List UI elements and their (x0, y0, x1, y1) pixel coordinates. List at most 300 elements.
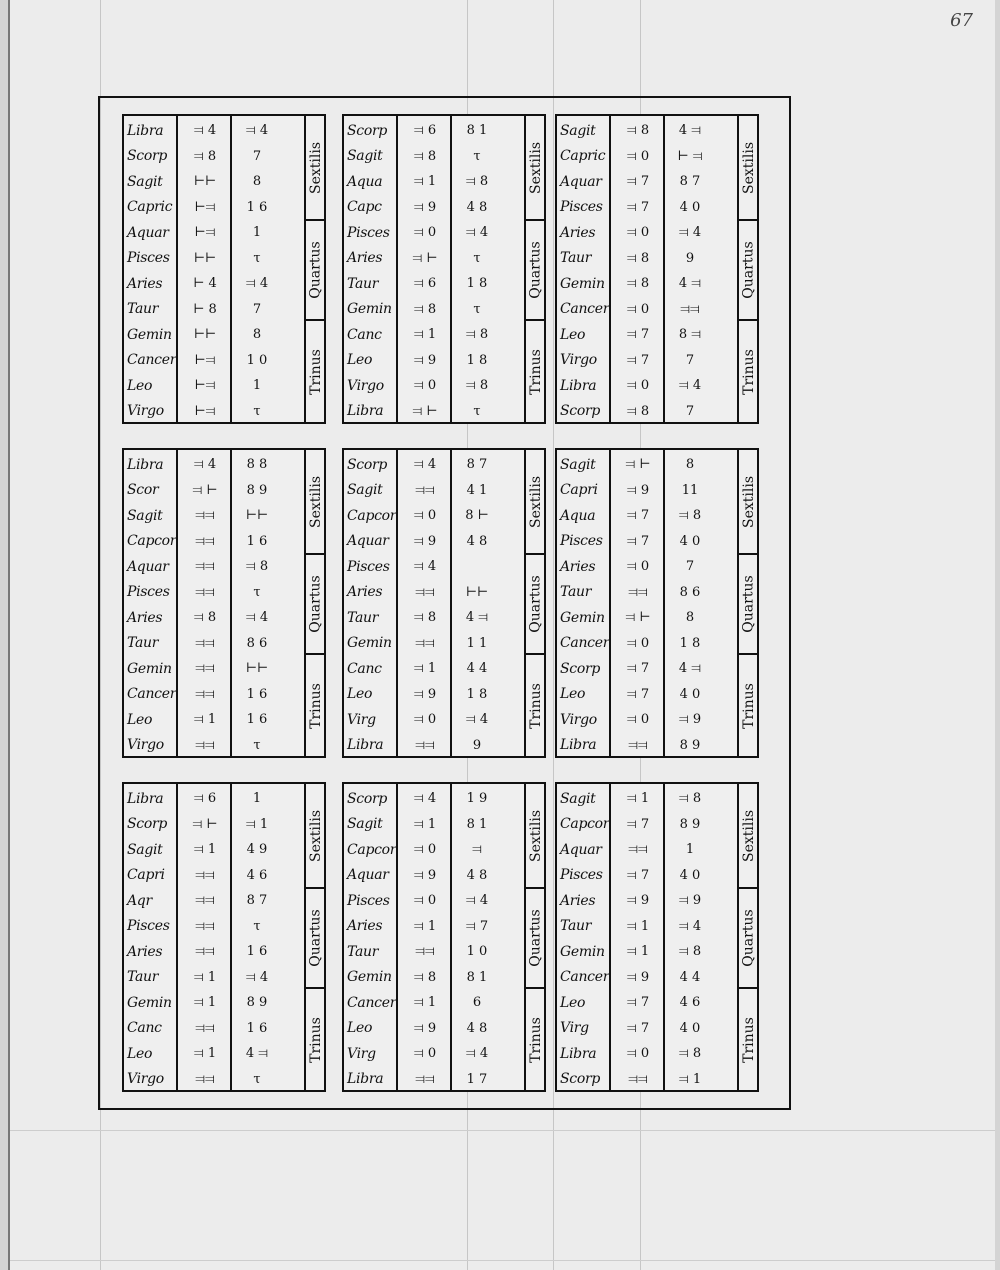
table-row (344, 656, 524, 682)
table-row (557, 529, 737, 555)
table-row (557, 656, 737, 682)
degree-value: ⫤ 1 (626, 918, 650, 934)
degree-value: ⫤ 7 (626, 199, 650, 215)
degree-value: ⫤ 1 (193, 969, 217, 985)
sign-name: Gemin (127, 660, 172, 677)
aspect-label-trinus (526, 989, 546, 1090)
table-rows (557, 116, 737, 422)
sign-name: Pisces (127, 918, 170, 935)
aspect-label-text: Sextilis (308, 809, 325, 862)
sign-name: Capcor (347, 841, 397, 858)
degree-value: ⊢⫤ (194, 199, 216, 215)
table-row (124, 1041, 304, 1067)
sign-name: Sagit (127, 507, 163, 524)
minute-value: 4 0 (679, 199, 701, 215)
aspect-label-text: Trinus (308, 682, 325, 729)
degree-value: ⫤⫤ (195, 686, 215, 702)
degree-value: ⫤ 9 (413, 1020, 437, 1036)
aspect-labels (737, 784, 759, 1090)
aspect-labels (524, 784, 546, 1090)
sign-name: Capric (560, 148, 606, 165)
minute-value: 4 6 (246, 867, 268, 883)
degree-value: ⫤ 4 (413, 559, 437, 575)
sign-name: Virgo (127, 737, 164, 754)
sign-name: Gemin (560, 943, 605, 960)
minute-value: 8 1 (466, 816, 488, 832)
minute-value: ⫤ 1 (245, 816, 269, 832)
aspect-labels (524, 116, 546, 422)
sign-name: Aquar (127, 558, 169, 575)
degree-value: ⫤ 1 (193, 995, 217, 1011)
minute-value: 8 (685, 457, 695, 473)
minute-value: ⫤ 8 (678, 791, 702, 807)
aspect-label-text: Quartus (528, 241, 544, 299)
table-row (557, 631, 737, 657)
degree-value: ⫤⫤ (415, 584, 435, 600)
sign-name: Libra (560, 377, 597, 394)
sign-name: Cancer (560, 635, 610, 652)
table-row (124, 503, 304, 529)
degree-value: ⫤ 0 (626, 378, 650, 394)
table-row (344, 373, 524, 399)
degree-value: ⫤ 0 (626, 225, 650, 241)
sign-name: Pisces (347, 558, 390, 575)
minute-value: ⫤ 7 (465, 918, 489, 934)
sign-name: Leo (127, 377, 153, 394)
minute-value: 8 (252, 327, 262, 343)
degree-value: ⫤ 0 (413, 712, 437, 728)
sign-name: Pisces (347, 892, 390, 909)
degree-value: ⫤ 8 (626, 276, 650, 292)
minute-value: 4 4 (466, 661, 488, 677)
degree-value: ⫤ 9 (413, 686, 437, 702)
table-row (124, 888, 304, 914)
minute-value: 4 ⫤ (678, 123, 702, 139)
degree-value: ⫤ 1 (626, 944, 650, 960)
minute-value: 8 1 (466, 969, 488, 985)
aspect-table (342, 114, 546, 424)
minute-value: ⊢⊢ (245, 661, 269, 677)
aspect-label-quartus (739, 889, 759, 989)
minute-value: 4 8 (466, 199, 488, 215)
degree-value: ⫤⫤ (195, 559, 215, 575)
degree-value: ⫤⫤ (628, 584, 648, 600)
table-row (124, 1016, 304, 1042)
table-row (124, 965, 304, 991)
minute-value: 8 8 (246, 457, 268, 473)
minute-value: 4 0 (679, 533, 701, 549)
aspect-label-sextilis (739, 450, 759, 555)
aspect-label-text: Sextilis (528, 475, 545, 528)
degree-value: ⫤ 8 (413, 969, 437, 985)
sign-name: Taur (560, 918, 592, 935)
minute-value: 4 0 (679, 1020, 701, 1036)
aspect-label-quartus (526, 889, 546, 989)
sign-name: Pisces (560, 199, 603, 216)
degree-value: ⫤ ⊢ (412, 403, 438, 419)
sign-name: Leo (127, 711, 153, 728)
minute-value: ⫤ 4 (465, 712, 489, 728)
degree-value: ⫤ 7 (626, 995, 650, 1011)
degree-value: ⫤ 1 (193, 1046, 217, 1062)
sign-name: Aquar (127, 224, 169, 241)
sign-name: Cancer (560, 969, 610, 986)
table-row (124, 220, 304, 246)
minute-value: τ (253, 737, 261, 753)
table-row (557, 322, 737, 348)
table-row (557, 786, 737, 812)
minute-value: 4 1 (466, 482, 488, 498)
degree-value: ⫤ 8 (193, 148, 217, 164)
minute-value: ⫤ 4 (245, 969, 269, 985)
sign-name: Leo (347, 1020, 373, 1037)
degree-value: ⫤⫤ (195, 867, 215, 883)
table-row (344, 452, 524, 478)
minute-value: 9 (685, 250, 695, 266)
sign-name: Aquar (560, 173, 602, 190)
table-row (557, 118, 737, 144)
minute-value: 1 0 (246, 352, 268, 368)
degree-value: ⫤ 7 (626, 1020, 650, 1036)
table-row (344, 1067, 524, 1093)
table-row (557, 733, 737, 759)
minute-value: 8 9 (246, 995, 268, 1011)
minute-value: ⫤ 9 (678, 712, 702, 728)
table-row (557, 939, 737, 965)
aspect-label-text: Trinus (741, 348, 758, 395)
sign-name: Cancer (127, 352, 177, 369)
minute-value: ⊢⊢ (465, 584, 489, 600)
sign-name: Aquar (347, 867, 389, 884)
degree-value: ⫤ 9 (626, 482, 650, 498)
sign-name: Aries (347, 918, 383, 935)
degree-value: ⫤ ⊢ (625, 457, 651, 473)
table-row (557, 503, 737, 529)
minute-value: 9 (472, 737, 482, 753)
minute-value: 8 7 (466, 457, 488, 473)
minute-value: ⫤ 8 (465, 174, 489, 190)
degree-value: ⊢⊢ (193, 174, 217, 190)
minute-value: 1 6 (246, 533, 268, 549)
table-row (124, 529, 304, 555)
minute-value: 4 ⫤ (245, 1046, 269, 1062)
table-row (557, 1016, 737, 1042)
minute-value: 7 (685, 559, 695, 575)
degree-value: ⫤ 1 (413, 327, 437, 343)
degree-value: ⫤ 8 (413, 301, 437, 317)
sign-name: Taur (127, 301, 159, 318)
aspect-label-trinus (306, 655, 326, 756)
table-row (344, 169, 524, 195)
aspect-label-quartus (306, 889, 326, 989)
aspect-label-text: Sextilis (741, 809, 758, 862)
minute-value: 11 (681, 482, 699, 498)
minute-value: ⫤ 4 (678, 225, 702, 241)
table-row (344, 580, 524, 606)
aspect-label-text: Quartus (528, 575, 544, 633)
degree-value: ⫤ 8 (626, 123, 650, 139)
degree-value: ⊢⫤ (194, 352, 216, 368)
minute-value: ⫤ 4 (465, 1046, 489, 1062)
degree-value: ⫤ 7 (626, 686, 650, 702)
table-row (124, 733, 304, 759)
sign-name: Aries (347, 250, 383, 267)
sign-name: Libra (560, 737, 597, 754)
minute-value: τ (253, 1071, 261, 1087)
minute-value: 1 (252, 791, 262, 807)
aspect-table (555, 782, 759, 1092)
degree-value: ⫤ 0 (626, 635, 650, 651)
degree-value: ⫤⫤ (195, 1071, 215, 1087)
aspect-label-trinus (306, 989, 326, 1090)
aspect-label-text: Quartus (308, 909, 324, 967)
minute-value: ⫤ 4 (245, 610, 269, 626)
table-row (344, 939, 524, 965)
aspect-label-text: Trinus (741, 682, 758, 729)
minute-value: ⫤⫤ (680, 301, 700, 317)
aspect-label-sextilis (526, 116, 546, 221)
minute-value: τ (473, 301, 481, 317)
degree-value: ⊢⊢ (193, 250, 217, 266)
minute-value: ⫤ 8 (678, 508, 702, 524)
table-row (557, 220, 737, 246)
minute-value: ⊢ ⫤ (677, 148, 703, 164)
minute-value: 4 4 (679, 969, 701, 985)
minute-value: τ (473, 250, 481, 266)
table-row (557, 682, 737, 708)
minute-value: ⫤ 8 (245, 559, 269, 575)
sign-name: Virgo (560, 352, 597, 369)
aspect-labels (524, 450, 546, 756)
sign-name: Scorp (347, 456, 388, 473)
sign-name: Sagit (560, 122, 596, 139)
aspect-label-text: Sextilis (528, 141, 545, 194)
sign-name: Aquar (347, 533, 389, 550)
degree-value: ⫤ 0 (626, 712, 650, 728)
sign-name: Capcor (127, 533, 177, 550)
aspect-labels (304, 116, 326, 422)
sign-name: Taur (347, 275, 379, 292)
sign-name: Virg (347, 711, 376, 728)
degree-value: ⫤⫤ (195, 918, 215, 934)
table-row (557, 990, 737, 1016)
minute-value: 4 9 (246, 842, 268, 858)
minute-value: 6 (472, 995, 482, 1011)
sign-name: Leo (560, 326, 586, 343)
minute-value: 4 ⫤ (465, 610, 489, 626)
aspect-label-text: Sextilis (308, 475, 325, 528)
aspect-label-quartus (739, 555, 759, 655)
table-row (344, 271, 524, 297)
table-row (124, 452, 304, 478)
degree-value: ⫤⫤ (195, 533, 215, 549)
degree-value: ⫤⫤ (195, 508, 215, 524)
sign-name: Aries (560, 224, 596, 241)
table-row (557, 373, 737, 399)
degree-value: ⫤ 1 (413, 661, 437, 677)
degree-value: ⊢⫤ (194, 225, 216, 241)
degree-value: ⫤ 0 (626, 148, 650, 164)
sign-name: Virgo (560, 711, 597, 728)
sign-name: Cancer (127, 686, 177, 703)
minute-value: 7 (685, 403, 695, 419)
table-row (344, 990, 524, 1016)
minute-value: 1 (252, 378, 262, 394)
degree-value: ⊢ 8 (193, 301, 217, 317)
table-row (557, 605, 737, 631)
sign-name: Gemin (347, 301, 392, 318)
sign-name: Virgo (347, 377, 384, 394)
minute-value: 4 6 (679, 995, 701, 1011)
sign-name: Virg (560, 1020, 589, 1037)
table-row (557, 1041, 737, 1067)
table-row (124, 863, 304, 889)
sign-name: Libra (347, 1071, 384, 1088)
sign-name: Sagit (127, 841, 163, 858)
sign-name: Aries (347, 584, 383, 601)
degree-value: ⫤ 8 (413, 148, 437, 164)
sign-name: Aqua (347, 173, 383, 190)
sign-name: Libra (560, 1045, 597, 1062)
table-rows (344, 784, 524, 1090)
table-row (124, 990, 304, 1016)
degree-value: ⫤ 0 (413, 225, 437, 241)
degree-value: ⫤ 7 (626, 816, 650, 832)
table-row (557, 297, 737, 323)
aspect-label-sextilis (306, 116, 326, 221)
sign-name: Leo (127, 1045, 153, 1062)
sign-name: Capric (127, 199, 173, 216)
sign-name: Taur (560, 250, 592, 267)
aspect-label-trinus (526, 655, 546, 756)
table-row (557, 348, 737, 374)
minute-value: 1 (252, 225, 262, 241)
table-row (557, 707, 737, 733)
minute-value: ⫤ 4 (245, 123, 269, 139)
degree-value: ⫤ 1 (193, 842, 217, 858)
minute-value: ⫤ 8 (678, 944, 702, 960)
sign-name: Scorp (347, 790, 388, 807)
table-row (124, 682, 304, 708)
degree-value: ⫤ 0 (413, 893, 437, 909)
aspect-table (122, 448, 326, 758)
minute-value: 1 6 (246, 712, 268, 728)
table-row (557, 452, 737, 478)
aspect-label-quartus (306, 221, 326, 321)
degree-value: ⫤ ⊢ (192, 816, 218, 832)
degree-value: ⫤ 6 (193, 791, 217, 807)
aspect-label-text: Quartus (308, 575, 324, 633)
sign-name: Aries (560, 892, 596, 909)
sign-name: Capc (347, 199, 382, 216)
table-row (557, 554, 737, 580)
minute-value: 4 0 (679, 686, 701, 702)
degree-value: ⫤ 0 (413, 842, 437, 858)
degree-value: ⫤ 9 (626, 969, 650, 985)
aspect-label-text: Trinus (308, 348, 325, 395)
sign-name: Gemin (560, 275, 605, 292)
sign-name: Libra (347, 737, 384, 754)
degree-value: ⫤ 6 (413, 123, 437, 139)
minute-value: 4 ⫤ (678, 276, 702, 292)
table-row (124, 939, 304, 965)
aspect-table (122, 782, 326, 1092)
degree-value: ⫤⫤ (415, 635, 435, 651)
sign-name: Aqr (127, 892, 152, 909)
table-row (557, 246, 737, 272)
minute-value: ⫤ 8 (465, 327, 489, 343)
table-row (124, 786, 304, 812)
table-row (344, 1016, 524, 1042)
sign-name: Scor (127, 482, 159, 499)
degree-value: ⊢⫤ (194, 403, 216, 419)
degree-value: ⫤⫤ (195, 944, 215, 960)
aspect-label-trinus (739, 989, 759, 1090)
table-rows (557, 784, 737, 1090)
degree-value: ⫤ 7 (626, 508, 650, 524)
table-row (557, 1067, 737, 1093)
minute-value: 1 1 (466, 635, 488, 651)
minute-value: τ (253, 584, 261, 600)
degree-value: ⫤ 1 (193, 712, 217, 728)
degree-value: ⫤⫤ (628, 737, 648, 753)
table-row (344, 478, 524, 504)
degree-value: ⫤ 9 (413, 867, 437, 883)
table-row (344, 786, 524, 812)
degree-value: ⫤ ⊢ (412, 250, 438, 266)
sign-name: Taur (127, 635, 159, 652)
table-row (124, 246, 304, 272)
sign-name: Sagit (347, 816, 383, 833)
table-row (344, 348, 524, 374)
sign-name: Canc (347, 660, 382, 677)
sign-name: Libra (127, 456, 164, 473)
degree-value: ⫤ 8 (626, 403, 650, 419)
table-row (344, 144, 524, 170)
table-row (344, 1041, 524, 1067)
minute-value: 8 ⫤ (678, 327, 702, 343)
aspect-label-text: Quartus (741, 575, 757, 633)
sign-name: Scorp (347, 122, 388, 139)
sign-name: Aqua (560, 507, 596, 524)
table-row (344, 863, 524, 889)
degree-value: ⫤ 7 (626, 867, 650, 883)
aspect-label-text: Quartus (528, 909, 544, 967)
sign-name: Leo (347, 352, 373, 369)
aspect-label-text: Quartus (741, 909, 757, 967)
table-row (124, 373, 304, 399)
minute-value: ⫤ 8 (678, 1046, 702, 1062)
aspect-label-text: Trinus (528, 1016, 545, 1063)
table-row (344, 707, 524, 733)
degree-value: ⫤ 9 (413, 352, 437, 368)
sign-name: Cancer (560, 301, 610, 318)
table-row (557, 169, 737, 195)
minute-value: 8 6 (246, 635, 268, 651)
sign-name: Leo (560, 686, 586, 703)
degree-value: ⫤⫤ (195, 737, 215, 753)
sign-name: Sagit (127, 173, 163, 190)
sign-name: Gemin (127, 994, 172, 1011)
table-row (344, 914, 524, 940)
degree-value: ⫤⫤ (415, 1071, 435, 1087)
minute-value: 4 8 (466, 867, 488, 883)
sign-name: Taur (560, 584, 592, 601)
degree-value: ⫤⫤ (628, 842, 648, 858)
degree-value: ⫤⫤ (628, 1071, 648, 1087)
aspect-labels (304, 450, 326, 756)
minute-value: ⫤ (472, 842, 482, 858)
